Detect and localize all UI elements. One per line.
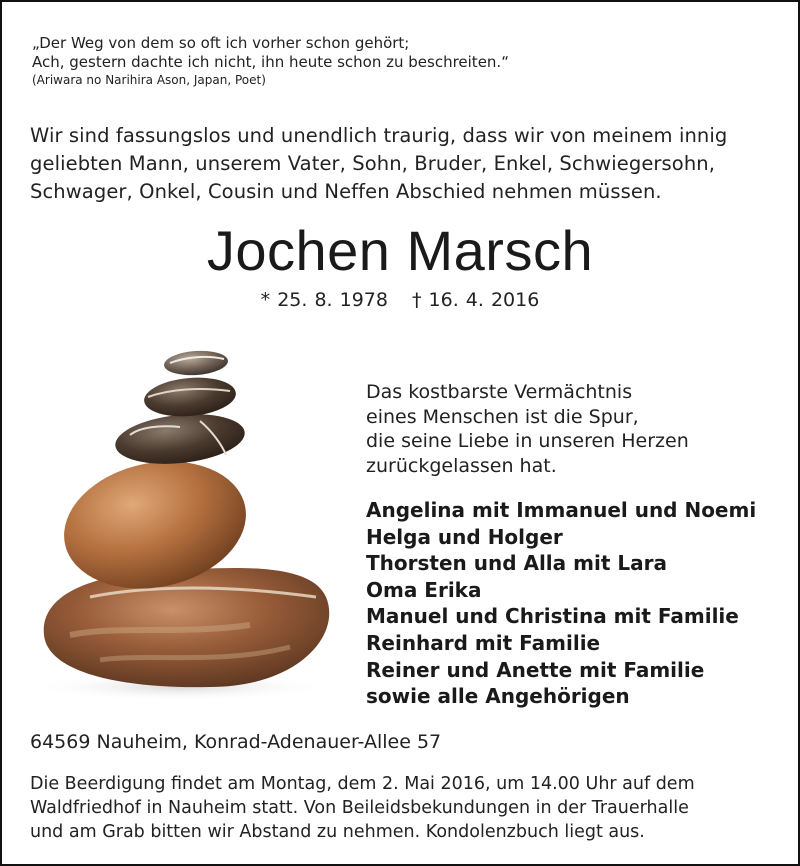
mourner-entry: sowie alle Angehörigen [366,684,630,709]
stacked-stones-image [30,335,340,705]
funeral-line: Waldfriedhof in Nauheim statt. Von Beileidsbekundungen in der Trauerhalle [30,798,689,818]
quote-line: „Der Weg von dem so oft ich vorher schon gehört; [32,34,410,52]
intro-line: Schwager, Onkel, Cousin und Neffen Abschied nehmen müssen. [30,180,662,203]
birth-date: * 25. 8. 1978 [260,289,388,311]
upper-stone [143,374,238,420]
funeral-line: Die Beerdigung findet am Montag, dem 2. Mai 2016, um 14.00 Uhr auf dem [30,774,695,794]
poem-quote [32,34,509,88]
intro-text [30,122,780,206]
verse-line: eines Menschen ist die Spur, [366,405,639,428]
deceased-name: Jochen Marsch [206,219,594,282]
mourner-entry: Reiner und Anette mit Familie [366,657,705,682]
mourner-entry: Reinhard mit Familie [366,630,601,655]
quote-source: (Ariwara no Narihira Ason, Japan, Poet) [32,73,266,87]
mourners-list [366,497,756,710]
intro-line: Wir sind fassungslos und unendlich traurig, dass wir von meinem innig [30,124,728,147]
death-date: † 16. 4. 2016 [412,289,540,311]
life-dates [0,287,800,313]
family-address: 64569 Nauheim, Konrad-Adenauer-Allee 57 [30,731,442,753]
funeral-line: und am Grab bitten wir Abstand zu nehmen. Kondolenzbuch liegt aus. [30,822,645,842]
memorial-verse [366,380,689,478]
verse-line: zurückgelassen hat. [366,454,557,477]
quote-line: Ach, gestern dachte ich nicht, ihn heute schon zu beschreiten.“ [32,53,509,71]
verse-line: Das kostbarste Vermächtnis [366,381,633,403]
mourner-entry: Helga und Holger [366,524,563,549]
top-stone [163,349,229,377]
verse-line: die seine Liebe in unseren Herzen [366,430,689,452]
mourner-entry: Manuel und Christina mit Familie [366,604,739,629]
intro-line: geliebten Mann, unserem Vater, Sohn, Bruder, Enkel, Schwiegersohn, [30,152,716,175]
mourner-entry: Oma Erika [366,577,482,602]
mourner-entry: Angelina mit Immanuel und Noemi [366,498,757,522]
funeral-details [30,772,775,844]
striped-stone [113,408,247,469]
mourner-entry: Thorsten und Alla mit Lara [366,551,667,576]
